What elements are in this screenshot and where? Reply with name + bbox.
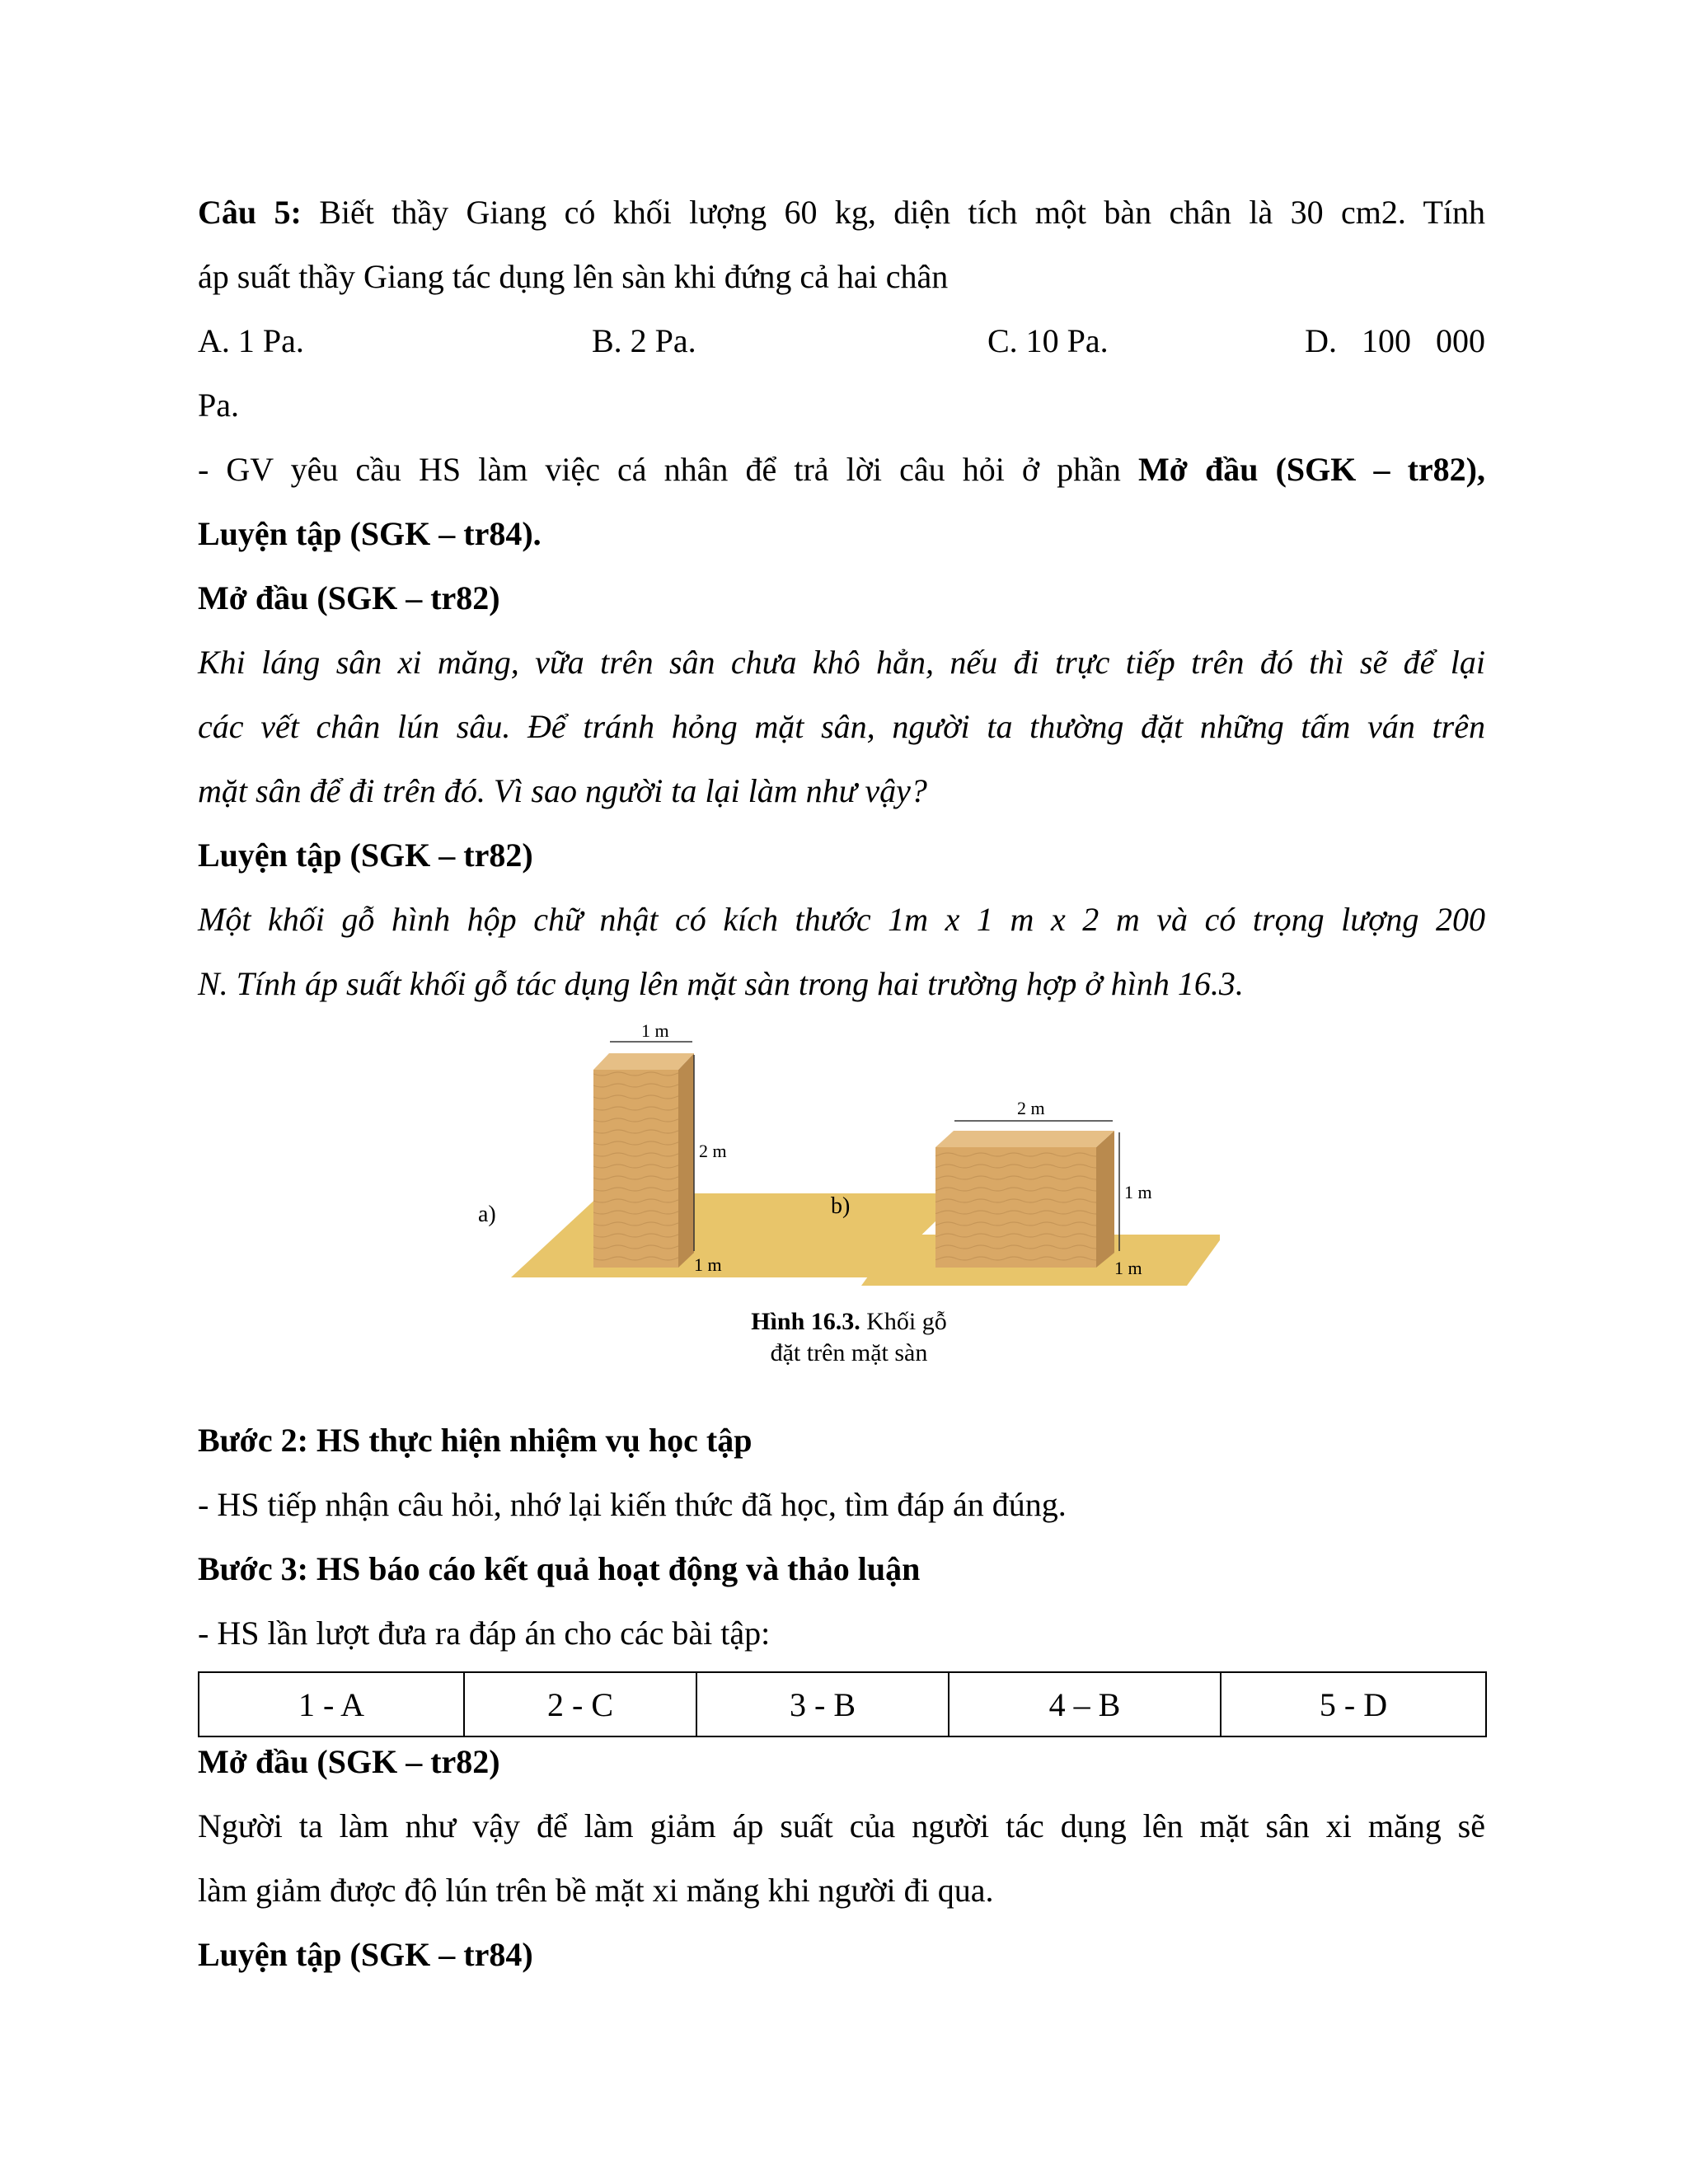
- buoc2-heading: [198, 1418, 752, 1464]
- answers-table: [198, 1671, 1487, 1737]
- figure-16-3: [478, 1022, 1220, 1368]
- task-bold1: Mở đầu (SGK – tr82),: [1138, 451, 1485, 488]
- q5-options: [198, 318, 1485, 364]
- caption-line2: đặt trên mặt sàn: [770, 1339, 928, 1366]
- answer-cell-3: 3 - B: [696, 1672, 949, 1736]
- mo-dau-line3: [198, 768, 927, 814]
- luyen-tap-line2: [198, 961, 1244, 1007]
- task-bold2: Luyện tập (SGK – tr84).: [198, 515, 542, 552]
- block-b: [935, 1131, 1114, 1268]
- luyen-tap-heading-text: Luyện tập (SGK – tr82): [198, 837, 533, 874]
- mo-dau-text3: mặt sân để đi trên đó. Vì sao người ta lại làm như vậy?: [198, 772, 927, 809]
- block-a-top: [593, 1053, 694, 1070]
- option-a: A. 1 Pa.: [198, 322, 304, 359]
- option-c: C. 10 Pa.: [987, 322, 1109, 359]
- figure-caption: [478, 1306, 1220, 1369]
- task-line1: [198, 447, 1485, 493]
- label-a-depth: 1 m: [694, 1254, 722, 1275]
- buoc3-heading-text: Bước 3: HS báo cáo kết quả hoạt động và thảo luận: [198, 1550, 921, 1587]
- mo-dau-answer-heading-text: Mở đầu (SGK – tr82): [198, 1743, 500, 1780]
- q5-text1: Biết thầy Giang có khối lượng 60 kg, diện tích một bàn chân là 30 cm2. Tính: [319, 194, 1486, 231]
- answer-cell-5: 5 - D: [1221, 1672, 1486, 1736]
- wood-block-illustration: [478, 1022, 1220, 1302]
- buoc2-text: - HS tiếp nhận câu hỏi, nhớ lại kiến thức đã học, tìm đáp án đúng.: [198, 1486, 1067, 1523]
- mo-dau-line2: [198, 704, 1485, 750]
- table-row: [199, 1672, 1486, 1736]
- mo-dau-line1: [198, 640, 1485, 686]
- buoc3-text: - HS lần lượt đưa ra đáp án cho các bài tập:: [198, 1615, 771, 1652]
- label-a-top: 1 m: [641, 1022, 669, 1041]
- luyen-tap-line1: [198, 897, 1485, 943]
- label-b: b): [831, 1193, 851, 1219]
- mo-dau-text1: Khi láng sân xi măng, vữa trên sân chưa khô hẳn, nếu đi trực tiếp trên đó thì sẽ để lại: [198, 644, 1485, 681]
- task-text: - GV yêu cầu HS làm việc cá nhân để trả lời câu hỏi ở phần: [198, 451, 1139, 488]
- buoc3-heading: [198, 1546, 920, 1592]
- label-b-height: 1 m: [1124, 1182, 1152, 1202]
- luyen-tap-text1: Một khối gỗ hình hộp chữ nhật có kích thước 1m x 1 m x 2 m và có trọng lượng 200: [198, 901, 1485, 938]
- block-a: [593, 1053, 694, 1268]
- luyen-tap-heading: [198, 832, 533, 879]
- option-d-tail: Pa.: [198, 387, 239, 424]
- buoc2-heading-text: Bước 2: HS thực hiện nhiệm vụ học tập: [198, 1422, 753, 1459]
- luyen-tap-answer-heading-text: Luyện tập (SGK – tr84): [198, 1936, 533, 1973]
- option-b: B. 2 Pa.: [592, 322, 696, 359]
- mo-dau-text2: các vết chân lún sâu. Để tránh hỏng mặt sân, người ta thường đặt những tấm ván trên: [198, 708, 1485, 745]
- luyen-tap-text2: N. Tính áp suất khối gỗ tác dụng lên mặt sàn trong hai trường hợp ở hình 16.3.: [198, 965, 1244, 1002]
- label-b-depth: 1 m: [1114, 1258, 1142, 1278]
- q5-label: Câu 5:: [198, 194, 302, 231]
- mo-dau-answer-line2: làm giảm được độ lún trên bề mặt xi măng khi người đi qua.: [198, 1872, 994, 1909]
- block-b-top: [935, 1131, 1114, 1147]
- block-b-side: [1096, 1131, 1114, 1268]
- answer-cell-4: 4 – B: [949, 1672, 1221, 1736]
- mo-dau-heading: [198, 575, 500, 621]
- mo-dau-heading-text: Mở đầu (SGK – tr82): [198, 579, 500, 616]
- mo-dau-answer-heading: [198, 1739, 500, 1785]
- luyen-tap-answer-heading: [198, 1932, 533, 1978]
- caption-rest: Khối gỗ: [860, 1308, 947, 1335]
- label-a: a): [478, 1202, 496, 1227]
- q5-text2: áp suất thầy Giang tác dụng lên sàn khi đứng cả hai chân: [198, 258, 949, 295]
- answer-cell-2: 2 - C: [464, 1672, 696, 1736]
- q5-line1: [198, 190, 1485, 236]
- task-line2: [198, 511, 542, 557]
- caption-bold: Hình 16.3.: [751, 1308, 860, 1335]
- option-d: D. 100 000: [1305, 322, 1485, 359]
- block-a-side: [678, 1053, 694, 1268]
- mo-dau-answer-line1: Người ta làm như vậy để làm giảm áp suất của người tác dụng lên mặt sân xi măng sẽ: [198, 1807, 1485, 1844]
- label-b-top: 2 m: [1017, 1098, 1045, 1118]
- answer-cell-1: 1 - A: [199, 1672, 464, 1736]
- label-a-height: 2 m: [699, 1141, 727, 1161]
